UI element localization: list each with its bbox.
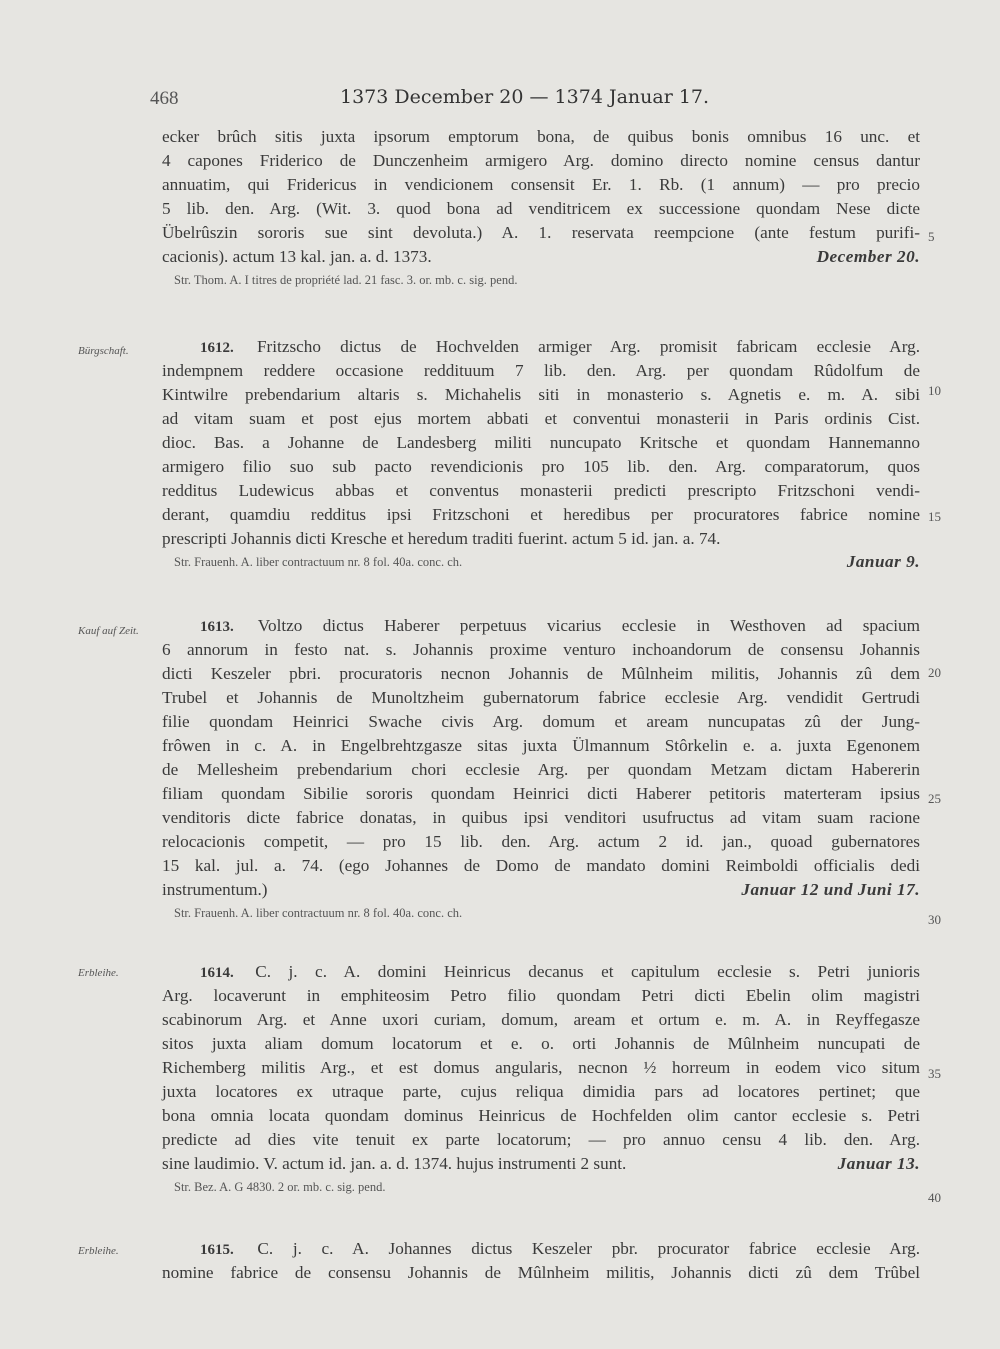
- text-line: juxta locatores ex utraque parte, cujus reliqua dimidia pars ad locatores pertinet; que: [162, 1082, 920, 1101]
- text-line: sine laudimio. V. actum id. jan. a. d. 1374. hujus instrumenti 2 sunt.: [162, 1154, 627, 1173]
- line-number: 30: [928, 912, 941, 927]
- text-line: annuatim, qui Fridericus in vendicionem consensit Er. 1. Rb. (1 annum) — pro precio: [162, 175, 920, 194]
- line-number: 10: [928, 383, 941, 398]
- entry-number: 1614.: [200, 965, 234, 981]
- running-title: 1373 December 20 — 1374 Januar 17.: [340, 86, 710, 108]
- text-line: 15 kal. jul. a. 74. (ego Johannes de Domo de mandato domini Reimboldi officialis dedi: [162, 856, 920, 875]
- text-line: filie quondam Heinrici Swache civis Arg. domum et aream nuncupatas zû der Jung-: [162, 712, 920, 731]
- text-line: prescripti Johannis dicti Kresche et heredum traditi fuerint. actum 5 id. jan. a. 74.: [162, 529, 721, 548]
- entry-1614: [162, 960, 920, 1198]
- text-line: 4 capones Friderico de Dunczenheim armigero Arg. domino directo nomine census dantur: [162, 151, 920, 170]
- text-line: de Mellesheim prebendarium chori ecclesie Arg. per quondam Metzam dictam Habererin: [162, 760, 920, 779]
- source-line-with-date: [162, 551, 920, 573]
- text-line: 5 lib. den. Arg. (Wit. 3. quod bona ad venditricem ex successione quondam Nese dicte: [162, 199, 920, 218]
- text-line: ad vitam suam et post ejus mortem abbati et conventui monasterii in Paris ordinis Cist.: [162, 409, 920, 428]
- text-line-first: [162, 960, 920, 984]
- continuation-entry: [162, 125, 920, 291]
- entry-number: 1612.: [200, 340, 234, 356]
- margin-note-kauf-auf-zeit: Kauf auf Zeit.: [78, 625, 139, 637]
- line-number: 15: [928, 509, 941, 524]
- text-line: Richemberg militis Arg., et est domus angularis, necnon ½ horreum in eodem vico situm: [162, 1058, 920, 1077]
- text-line: Trubel et Johannis de Munoltzheim gubernatorum fabrice ecclesie Arg. vendidit Gertrudi: [162, 688, 920, 707]
- text-line: ecker brûch sitis juxta ipsorum emptorum bona, de quibus bonis omnibus 16 unc. et: [162, 127, 920, 146]
- text-line-first: [162, 614, 920, 638]
- text-line: dicti Keszeler pbri. procuratoris necnon Johannis de Mûlnheim militis, Johannis zû dem: [162, 664, 920, 683]
- entry-date: Januar 9.: [846, 552, 920, 571]
- entry-date: Januar 13.: [837, 1154, 920, 1173]
- text-line: scabinorum Arg. et Anne uxori curiam, domum, aream et ortum e. m. A. in Reyffegasze: [162, 1010, 920, 1029]
- text-line-first: [162, 1237, 920, 1261]
- entry-1615: [162, 1237, 920, 1285]
- page-number: 468: [150, 88, 179, 109]
- text-line: Voltzo dictus Haberer perpetuus vicarius ecclesie in Westhoven ad spacium: [257, 616, 920, 635]
- source-note: Str. Frauenh. A. liber contractuum nr. 8 fol. 40a. conc. ch.: [174, 555, 463, 569]
- margin-note-erbleihe: Erbleihe.: [78, 967, 119, 979]
- entry-date: December 20.: [816, 247, 920, 266]
- text-line: redditus Ludewicus abbas et conventus monasterii predicti prescripto Fritzschoni vendi-: [162, 481, 920, 500]
- line-number: 35: [928, 1066, 941, 1081]
- line-number: 40: [928, 1190, 941, 1205]
- entry-date: Januar 12 und Juni 17.: [741, 880, 920, 899]
- text-line: instrumentum.): [162, 880, 268, 899]
- text-line: venditoris dicte fabrice donatas, in quibus ipsi venditori usufructus ad vitam suam racione: [162, 808, 920, 827]
- text-line: Arg. locaverunt in emphiteosim Petro filio quondam Petri dicti Ebelin olim magistri: [162, 986, 920, 1005]
- line-number: 25: [928, 791, 941, 806]
- entry-1613: [162, 614, 920, 924]
- source-note: Str. Frauenh. A. liber contractuum nr. 8 fol. 40a. conc. ch.: [174, 906, 463, 920]
- running-header: [150, 86, 920, 116]
- text-line: dioc. Bas. a Johanne de Landesberg militi nuncupato Kritsche et quondam Hannemanno: [162, 433, 920, 452]
- text-line: indempnem reddere occasione reddituum 7 lib. den. Arg. per quondam Rûdolfum de: [162, 361, 920, 380]
- text-line: nomine fabrice de consensu Johannis de Mûlnheim militis, Johannis dicti zû dem Trûbel: [162, 1263, 920, 1282]
- text-line: C. j. c. A. domini Heinricus decanus et capitulum ecclesie s. Petri junioris: [255, 962, 921, 981]
- line-number: 5: [928, 229, 935, 244]
- text-line-with-date: [162, 245, 920, 269]
- text-line: frôwen in c. A. in Engelbrehtzgasze sitas juxta Ülmannum Stôrkelin e. a. juxta Egenonem: [162, 736, 920, 755]
- text-line-with-date: [162, 878, 920, 902]
- text-line: cacionis). actum 13 kal. jan. a. d. 1373.: [162, 247, 432, 266]
- text-line: predicte ad dies vite tenuit ex parte locatorum; — pro annuo censu 4 lib. den. Arg.: [162, 1130, 920, 1149]
- text-line: armigero filio suo sub pacto revendicionis pro 105 lib. den. Arg. comparatorum, quos: [162, 457, 920, 476]
- text-line: 6 annorum in festo nat. s. Johannis proxime venturo inchoandorum de consensu Johannis: [162, 640, 920, 659]
- source-note: Str. Thom. A. I titres de propriété lad. 21 fasc. 3. or. mb. c. sig. pend.: [174, 273, 518, 287]
- entry-1612: [162, 335, 920, 573]
- text-line: Übelrûszin sororis sue sint devoluta.) A. 1. reservata reempcione (ante festum purifi-: [162, 223, 920, 242]
- margin-note-buergschaft: Bürgschaft.: [78, 345, 129, 357]
- text-line: relocacionis competit, — pro 15 lib. den. Arg. actum 2 id. jan., quoad gubernatores: [162, 832, 920, 851]
- entry-number: 1613.: [200, 619, 234, 635]
- entry-number: 1615.: [200, 1242, 234, 1258]
- text-line: filiam quondam Sibilie sororis quondam Heinrici dicti Haberer petitoris materteram ipsius: [162, 784, 920, 803]
- source-note: Str. Bez. A. G 4830. 2 or. mb. c. sig. pend.: [174, 1180, 386, 1194]
- margin-note-erbleihe: Erbleihe.: [78, 1245, 119, 1257]
- text-line: sitos juxta aliam domum locatorum et e. o. orti Johannis de Mûlnheim nuncupati de: [162, 1034, 920, 1053]
- text-line: Kintwilre prebendarium altaris s. Michahelis siti in monasterio s. Agnetis e. m. A. sibi: [162, 385, 920, 404]
- text-line: Fritzscho dictus de Hochvelden armiger Arg. promisit fabricam ecclesie Arg.: [256, 337, 921, 356]
- text-line: bona omnia locata quondam dominus Heinricus de Hochfelden olim cantor ecclesie s. Petri: [162, 1106, 920, 1125]
- text-line: derant, quamdiu redditus ipsi Fritzschoni et heredibus per procuratores fabrice nomine: [162, 505, 920, 524]
- line-number: 20: [928, 665, 941, 680]
- text-line-first: [162, 335, 920, 359]
- text-line: C. j. c. A. Johannes dictus Keszeler pbr. procurator fabrice ecclesie Arg.: [257, 1239, 920, 1258]
- text-line-with-date: [162, 1152, 920, 1176]
